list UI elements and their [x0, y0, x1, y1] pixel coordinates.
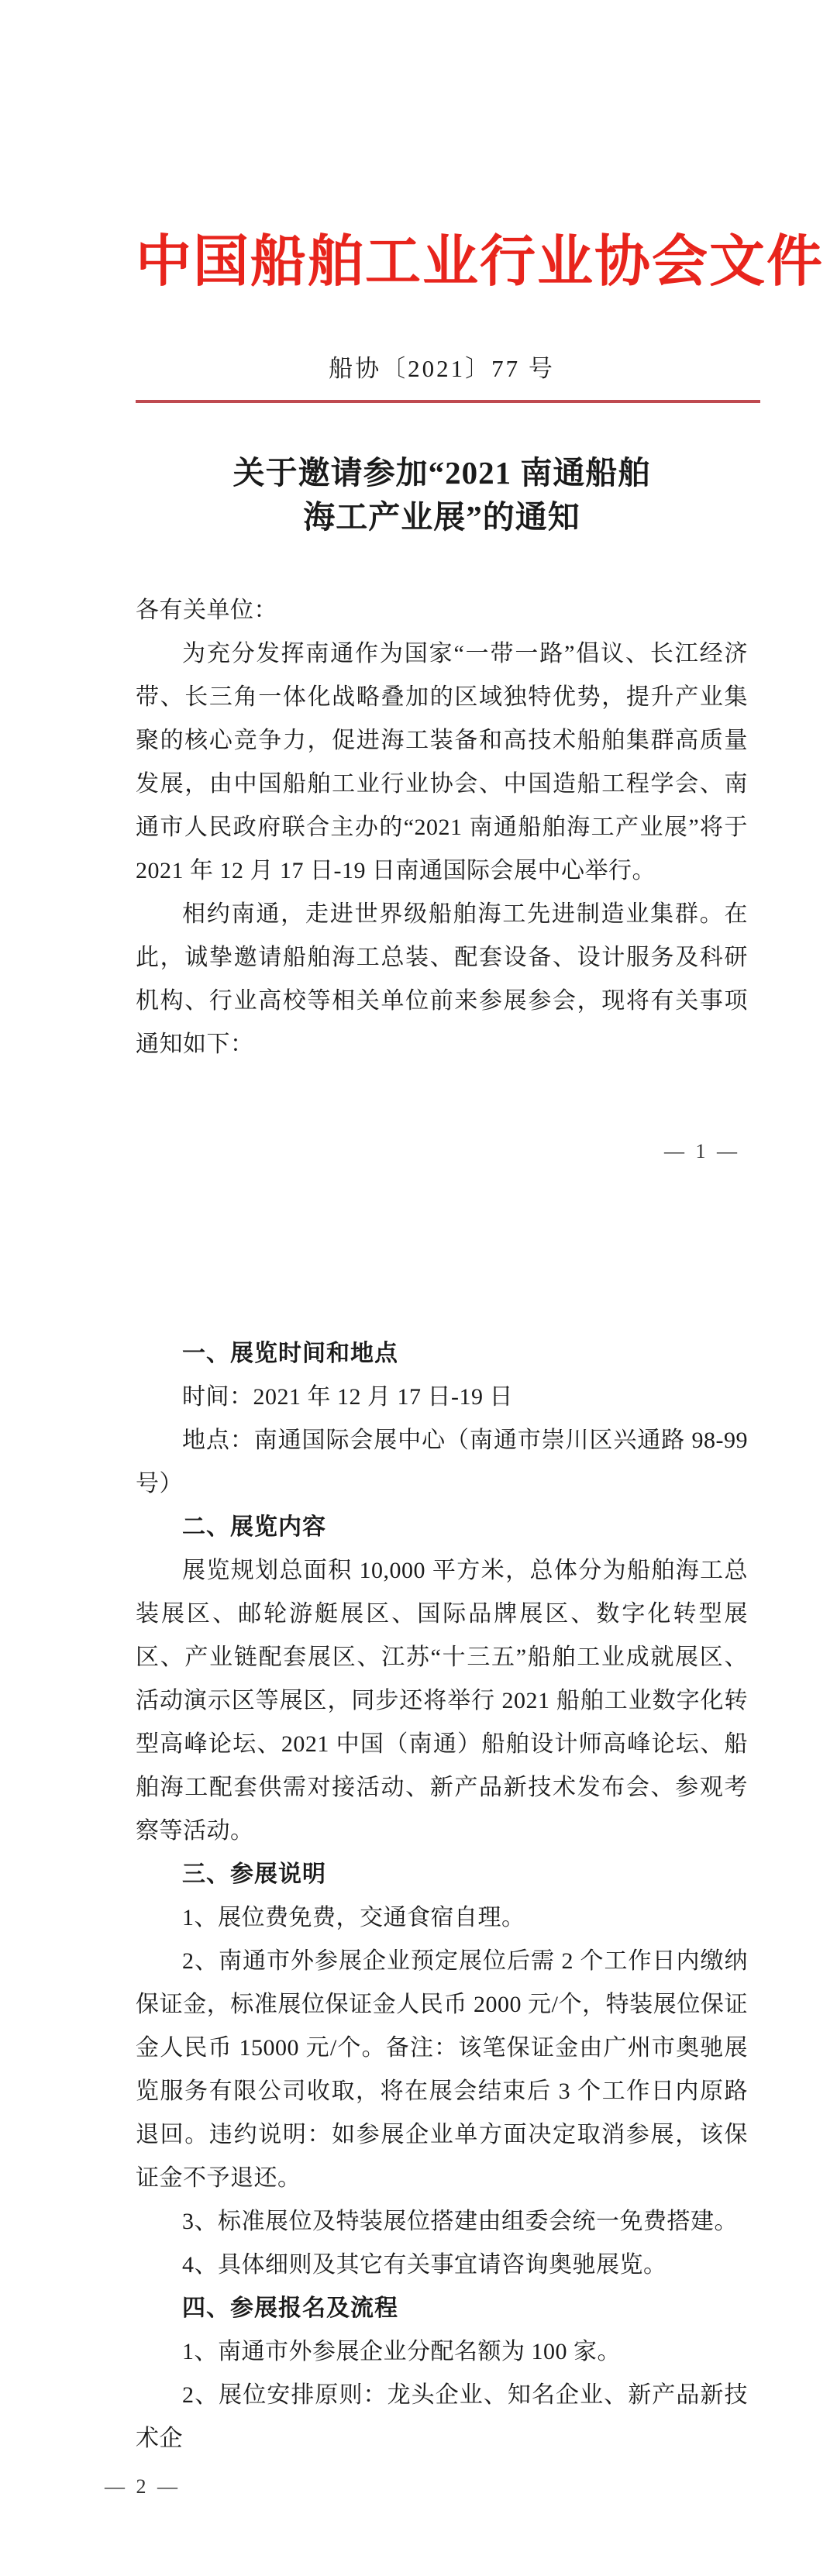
list-item: 2、南通市外参展企业预定展位后需 2 个工作日内缴纳保证金，标准展位保证金人民币 2000 元/个，特装展位保证金人民币 15000 元/个。备注：该笔保证金由广州市奥驰展览服务有限公司收取，将在展会结束后 3 个工作日内原路退回。违约说明：如参展企业单方面决定取消参展，该保证金不予退还。: [136, 1948, 748, 2191]
page1-body: [136, 589, 748, 1066]
body-line: 地点：南通国际会展中心（南通市崇川区兴通路 98-99 号）: [136, 1427, 748, 1496]
paragraph: 展览规划总面积 10,000 平方米，总体分为船舶海工总装展区、邮轮游艇展区、国际品牌展区、数字化转型展区、产业链配套展区、江苏“十三五”船舶工业成就展区、活动演示区等展区，同步还将举行 2021 船舶工业数字化转型高峰论坛、2021 中国（南通）船舶设计师高峰论坛、船舶海工配套供需对接活动、新产品新技术发布会、参观考察等活动。: [136, 1558, 748, 1844]
page-number-2: — 2 —: [105, 2475, 181, 2498]
section-heading: 四、参展报名及流程: [182, 2295, 398, 2321]
paragraph: 相约南通，走进世界级船舶海工先进制造业集群。在此，诚挚邀请船舶海工总装、配套设备、设计服务及科研机构、行业高校等相关单位前来参展参会，现将有关事项通知如下：: [136, 901, 748, 1057]
page-number-1: — 1 —: [664, 1140, 740, 1162]
list-item: 1、展位费免费，交通食宿自理。: [182, 1905, 525, 1930]
notice-title-line1: 关于邀请参加“2021 南通船舶: [232, 455, 651, 491]
list-item: 4、具体细则及其它有关事宜请咨询奥驰展览。: [182, 2252, 667, 2278]
notice-title-line2: 海工产业展”的通知: [303, 499, 580, 535]
list-item: 3、标准展位及特装展位搭建由组委会统一免费搭建。: [182, 2209, 738, 2234]
page2-body: [136, 1332, 748, 2461]
list-item: 2、展位安排原则：龙头企业、知名企业、新产品新技术企: [136, 2382, 748, 2451]
salutation: 各有关单位：: [136, 598, 277, 623]
notice-title: [136, 451, 748, 539]
section-heading: 一、展览时间和地点: [182, 1341, 398, 1366]
document-scan: [0, 229, 837, 2576]
section-heading: 三、参展说明: [182, 1861, 326, 1887]
doc-number: 船协〔2021〕77 号: [329, 355, 555, 382]
letterhead-org-title: 中国船舶工业行业协会文件: [136, 231, 825, 293]
body-line: 时间：2021 年 12 月 17 日-19 日: [182, 1384, 513, 1410]
paragraph: 为充分发挥南通作为国家“一带一路”倡议、长江经济带、长三角一体化战略叠加的区域独特优势，提升产业集聚的核心竞争力，促进海工装备和高技术船舶集群高质量发展，由中国船舶工业行业协会、中国造船工程学会、南通市人民政府联合主办的“2021 南通船舶海工产业展”将于 2021 年 12 月 17 日-19 日南通国际会展中心举行。: [136, 641, 748, 883]
text-column: [0, 229, 837, 2499]
red-divider-rule: [136, 400, 760, 403]
section-heading: 二、展览内容: [182, 1514, 326, 1540]
list-item: 1、南通市外参展企业分配名额为 100 家。: [182, 2339, 621, 2364]
